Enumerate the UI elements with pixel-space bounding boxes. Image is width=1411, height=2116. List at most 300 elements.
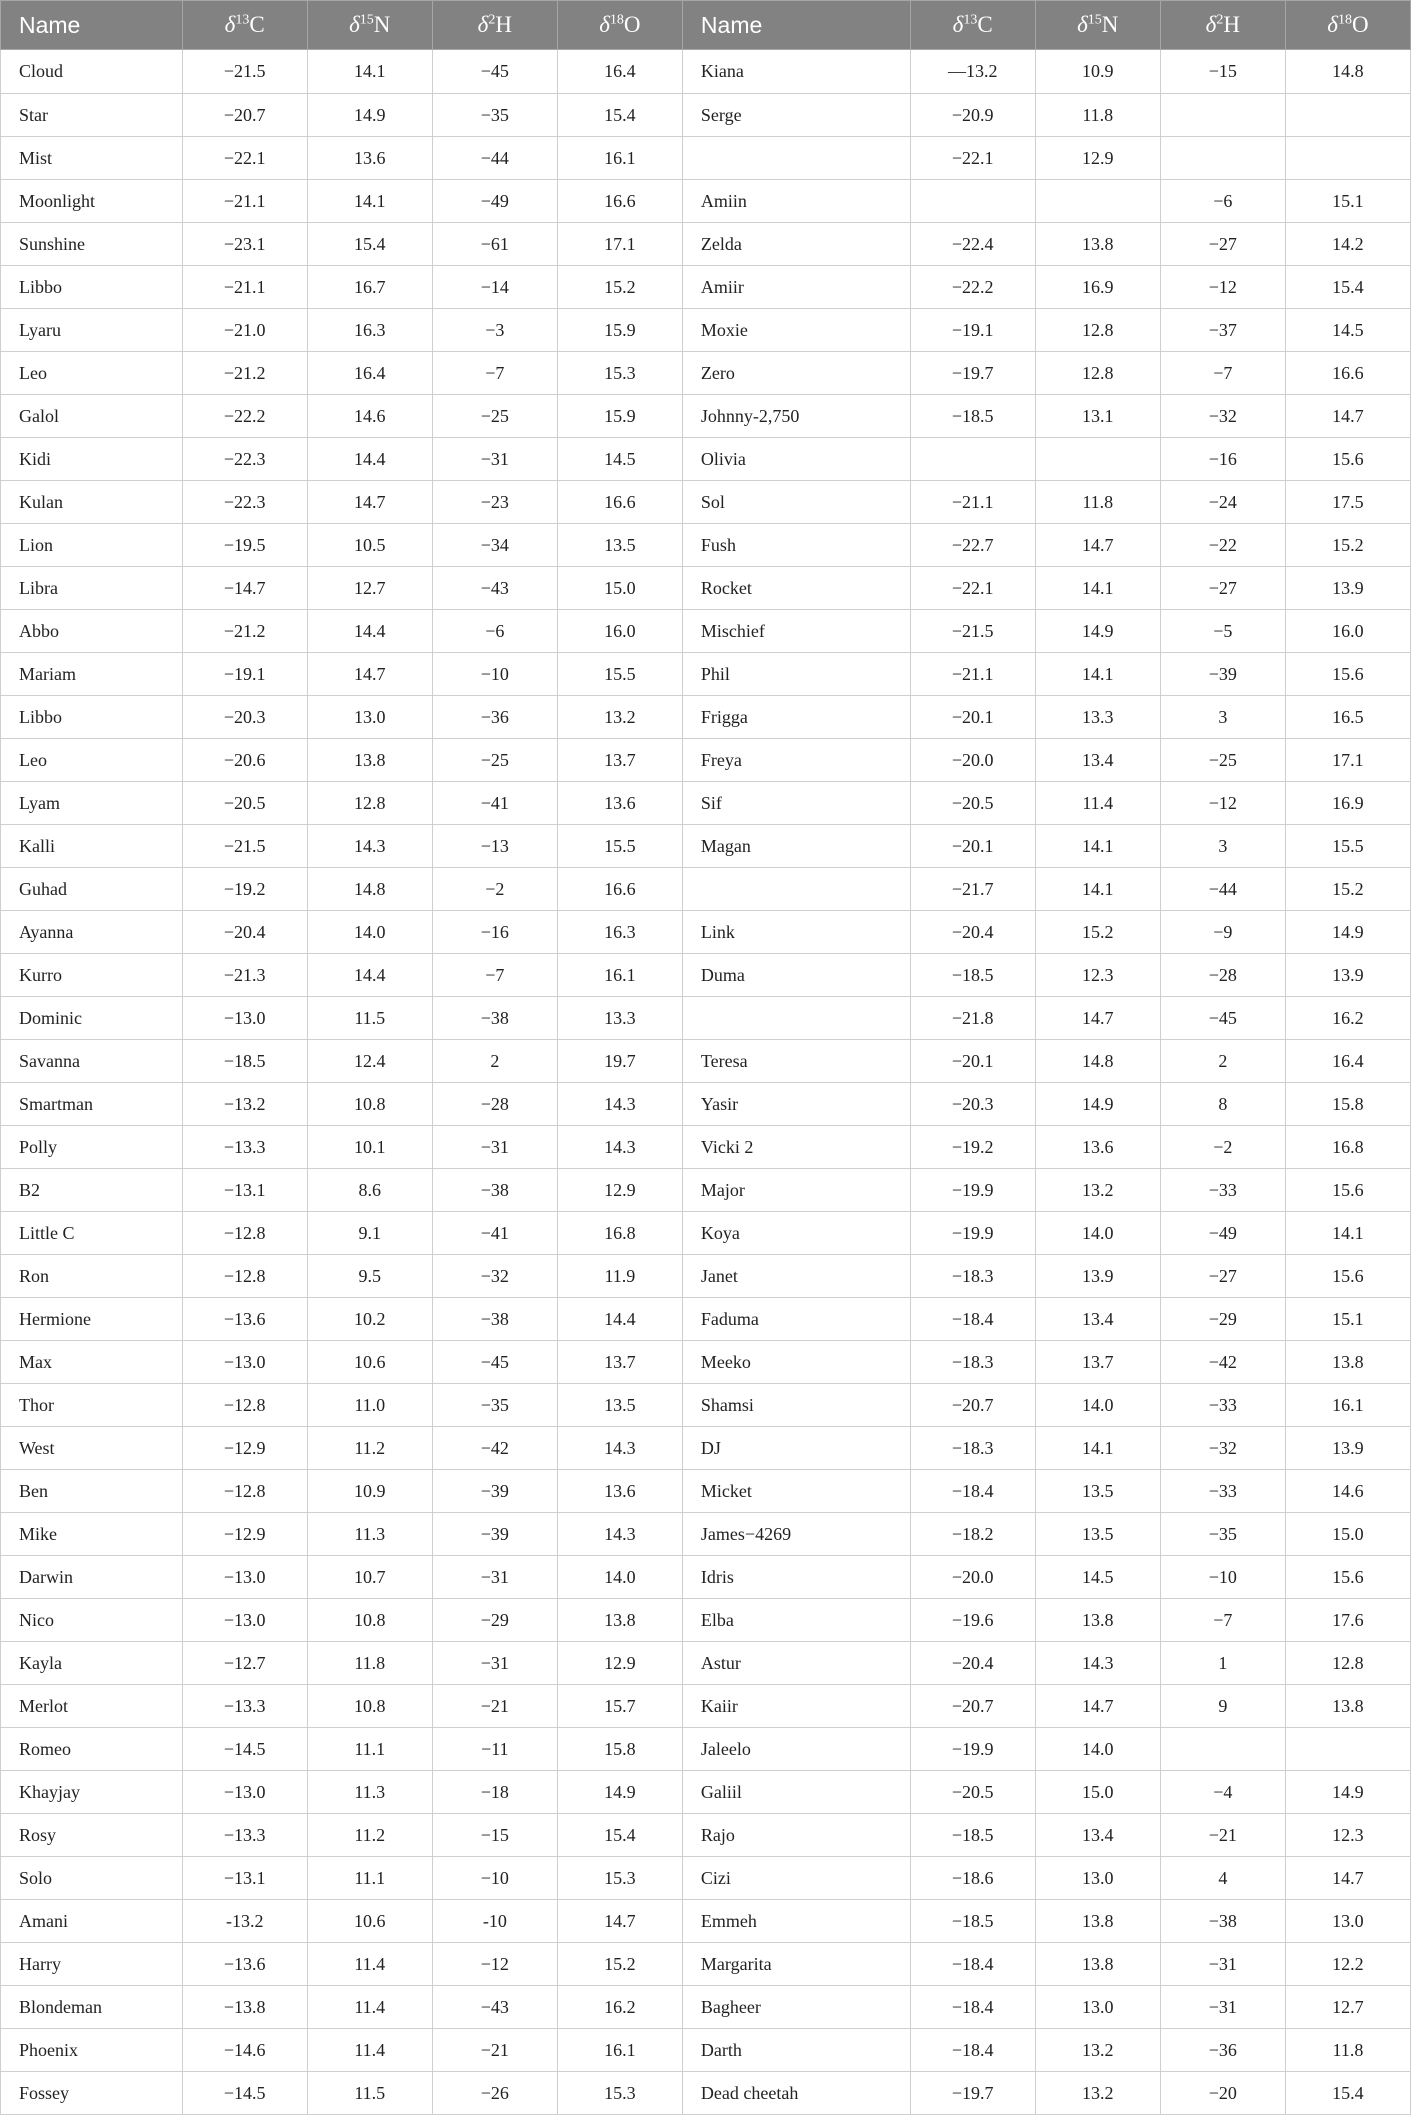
sample-name-cell: Sol xyxy=(682,481,910,524)
value-cell: −13.6 xyxy=(182,1298,307,1341)
value-cell: 13.0 xyxy=(1285,1900,1410,1943)
sample-name-cell: Amiin xyxy=(682,180,910,223)
value-cell: −13.1 xyxy=(182,1169,307,1212)
value-cell: 16.0 xyxy=(557,610,682,653)
table-row xyxy=(1,352,1411,395)
value-cell: −18.3 xyxy=(910,1341,1035,1384)
value-cell: 13.6 xyxy=(307,137,432,180)
column-header-c13: $\delta^{13}C$ xyxy=(910,1,1035,50)
table-row xyxy=(1,1857,1411,1900)
value-cell: −31 xyxy=(432,1556,557,1599)
value-cell xyxy=(910,180,1035,223)
value-cell: −20.1 xyxy=(910,696,1035,739)
value-cell: 14.7 xyxy=(307,481,432,524)
value-cell: −19.6 xyxy=(910,1599,1035,1642)
sample-name-cell: Kayla xyxy=(1,1642,183,1685)
value-cell: 14.0 xyxy=(1035,1384,1160,1427)
sample-name-cell: Micket xyxy=(682,1470,910,1513)
value-cell: −23 xyxy=(432,481,557,524)
sample-name-cell: Galiil xyxy=(682,1771,910,1814)
value-cell: −25 xyxy=(432,739,557,782)
table-row xyxy=(1,868,1411,911)
value-cell: 19.7 xyxy=(557,1040,682,1083)
sample-name-cell: Rosy xyxy=(1,1814,183,1857)
sample-name-cell: Fossey xyxy=(1,2072,183,2115)
table-row xyxy=(1,1341,1411,1384)
sample-name-cell: Nico xyxy=(1,1599,183,1642)
column-header-h2: $\delta^2H$ xyxy=(1160,1,1285,50)
value-cell: 12.3 xyxy=(1035,954,1160,997)
value-cell: −20.5 xyxy=(910,1771,1035,1814)
header-row xyxy=(1,1,1411,50)
value-cell: 14.4 xyxy=(307,954,432,997)
value-cell: −7 xyxy=(432,352,557,395)
value-cell: −18.5 xyxy=(910,954,1035,997)
value-cell: 13.9 xyxy=(1035,1255,1160,1298)
sample-name-cell: Phil xyxy=(682,653,910,696)
value-cell: 14.4 xyxy=(307,438,432,481)
table-row xyxy=(1,1513,1411,1556)
value-cell: −20.1 xyxy=(910,1040,1035,1083)
value-cell: −12 xyxy=(432,1943,557,1986)
value-cell: 16.6 xyxy=(557,481,682,524)
value-cell: 14.7 xyxy=(1285,1857,1410,1900)
value-cell: 16.4 xyxy=(307,352,432,395)
sample-name-cell: Mike xyxy=(1,1513,183,1556)
value-cell: −13.3 xyxy=(182,1126,307,1169)
value-cell: 14.1 xyxy=(1035,825,1160,868)
table-row xyxy=(1,1384,1411,1427)
value-cell: −13.1 xyxy=(182,1857,307,1900)
value-cell: −45 xyxy=(1160,997,1285,1040)
sample-name-cell: Serge xyxy=(682,94,910,137)
value-cell: 15.4 xyxy=(307,223,432,266)
column-header-o18: $\delta^{18}O$ xyxy=(1285,1,1410,50)
value-cell: 14.8 xyxy=(307,868,432,911)
value-cell: −15 xyxy=(1160,50,1285,94)
value-cell: 9 xyxy=(1160,1685,1285,1728)
value-cell: −27 xyxy=(1160,1255,1285,1298)
table-row xyxy=(1,1814,1411,1857)
value-cell: 14.3 xyxy=(557,1427,682,1470)
value-cell: −19.7 xyxy=(910,2072,1035,2115)
table-row xyxy=(1,1599,1411,1642)
value-cell xyxy=(1035,438,1160,481)
value-cell: −12.9 xyxy=(182,1513,307,1556)
value-cell: −2 xyxy=(1160,1126,1285,1169)
value-cell: −7 xyxy=(432,954,557,997)
value-cell: −10 xyxy=(1160,1556,1285,1599)
value-cell: 16.6 xyxy=(1285,352,1410,395)
sample-name-cell: Dead cheetah xyxy=(682,2072,910,2115)
column-header-n15: $\delta^{15}N$ xyxy=(307,1,432,50)
value-cell: 15.5 xyxy=(557,825,682,868)
table-row xyxy=(1,1642,1411,1685)
table-row xyxy=(1,1255,1411,1298)
value-cell: 3 xyxy=(1160,696,1285,739)
value-cell: 14.7 xyxy=(1035,997,1160,1040)
value-cell: −44 xyxy=(1160,868,1285,911)
table-row xyxy=(1,739,1411,782)
value-cell: -13.2 xyxy=(182,1900,307,1943)
value-cell: −14.5 xyxy=(182,1728,307,1771)
value-cell: −18 xyxy=(432,1771,557,1814)
value-cell: −20.4 xyxy=(910,911,1035,954)
value-cell: 15.6 xyxy=(1285,1255,1410,1298)
value-cell: 4 xyxy=(1160,1857,1285,1900)
value-cell: −33 xyxy=(1160,1470,1285,1513)
table-row xyxy=(1,1771,1411,1814)
value-cell: −43 xyxy=(432,567,557,610)
value-cell: −12 xyxy=(1160,266,1285,309)
value-cell: 8 xyxy=(1160,1083,1285,1126)
value-cell: 14.8 xyxy=(1285,50,1410,94)
value-cell: −22.1 xyxy=(910,137,1035,180)
value-cell: −21.5 xyxy=(182,825,307,868)
table-row xyxy=(1,1728,1411,1771)
value-cell: 16.2 xyxy=(1285,997,1410,1040)
sample-name-cell: Harry xyxy=(1,1943,183,1986)
value-cell: 13.8 xyxy=(307,739,432,782)
value-cell: −21.2 xyxy=(182,352,307,395)
value-cell xyxy=(1160,137,1285,180)
value-cell: −24 xyxy=(1160,481,1285,524)
value-cell: −18.5 xyxy=(910,1900,1035,1943)
table-row xyxy=(1,825,1411,868)
value-cell: −31 xyxy=(432,1126,557,1169)
value-cell: 13.3 xyxy=(557,997,682,1040)
value-cell: 16.4 xyxy=(557,50,682,94)
sample-name-cell: Smartman xyxy=(1,1083,183,1126)
value-cell: −4 xyxy=(1160,1771,1285,1814)
value-cell: −29 xyxy=(1160,1298,1285,1341)
value-cell: 10.9 xyxy=(307,1470,432,1513)
value-cell: −19.9 xyxy=(910,1169,1035,1212)
value-cell: −23.1 xyxy=(182,223,307,266)
sample-name-cell: Rocket xyxy=(682,567,910,610)
value-cell: 17.1 xyxy=(1285,739,1410,782)
table-row xyxy=(1,1986,1411,2029)
sample-name-cell xyxy=(682,868,910,911)
value-cell: 11.8 xyxy=(307,1642,432,1685)
value-cell: 16.1 xyxy=(557,954,682,997)
value-cell: 15.6 xyxy=(1285,1169,1410,1212)
value-cell: 14.0 xyxy=(1035,1212,1160,1255)
sample-name-cell: Leo xyxy=(1,352,183,395)
value-cell: 11.1 xyxy=(307,1728,432,1771)
value-cell: 14.5 xyxy=(557,438,682,481)
value-cell: −36 xyxy=(1160,2029,1285,2072)
value-cell: 13.9 xyxy=(1285,567,1410,610)
value-cell: 12.4 xyxy=(307,1040,432,1083)
value-cell: 13.7 xyxy=(557,739,682,782)
value-cell: 10.9 xyxy=(1035,50,1160,94)
value-cell: −31 xyxy=(1160,1986,1285,2029)
value-cell: 14.7 xyxy=(1035,524,1160,567)
value-cell: 13.1 xyxy=(1035,395,1160,438)
sample-name-cell: Dominic xyxy=(1,997,183,1040)
value-cell: −13 xyxy=(432,825,557,868)
value-cell: −32 xyxy=(1160,395,1285,438)
sample-name-cell: Thor xyxy=(1,1384,183,1427)
value-cell: 14.9 xyxy=(557,1771,682,1814)
value-cell: −42 xyxy=(1160,1341,1285,1384)
value-cell: 15.4 xyxy=(1285,266,1410,309)
value-cell: −18.4 xyxy=(910,1986,1035,2029)
value-cell: −18.4 xyxy=(910,1943,1035,1986)
value-cell: −19.7 xyxy=(910,352,1035,395)
value-cell: 12.9 xyxy=(557,1642,682,1685)
value-cell: 15.1 xyxy=(1285,180,1410,223)
value-cell: 2 xyxy=(432,1040,557,1083)
sample-name-cell: Koya xyxy=(682,1212,910,1255)
value-cell: 14.0 xyxy=(557,1556,682,1599)
value-cell: −20 xyxy=(1160,2072,1285,2115)
sample-name-cell: Zero xyxy=(682,352,910,395)
value-cell: 12.8 xyxy=(1035,309,1160,352)
value-cell xyxy=(1035,180,1160,223)
value-cell: −12.8 xyxy=(182,1470,307,1513)
value-cell: 11.3 xyxy=(307,1771,432,1814)
table-row xyxy=(1,997,1411,1040)
value-cell: −14.5 xyxy=(182,2072,307,2115)
value-cell: 15.2 xyxy=(557,1943,682,1986)
sample-name-cell: Frigga xyxy=(682,696,910,739)
table-row xyxy=(1,1900,1411,1943)
value-cell: −18.2 xyxy=(910,1513,1035,1556)
table-row xyxy=(1,2072,1411,2115)
value-cell: 14.1 xyxy=(307,180,432,223)
value-cell: −12.7 xyxy=(182,1642,307,1685)
value-cell: 11.8 xyxy=(1035,481,1160,524)
value-cell xyxy=(910,438,1035,481)
sample-name-cell: Cloud xyxy=(1,50,183,94)
sample-name-cell: Blondeman xyxy=(1,1986,183,2029)
value-cell: −12.8 xyxy=(182,1384,307,1427)
value-cell: 9.1 xyxy=(307,1212,432,1255)
value-cell: 13.2 xyxy=(557,696,682,739)
value-cell: −12 xyxy=(1160,782,1285,825)
table-row xyxy=(1,524,1411,567)
sample-name-cell: Idris xyxy=(682,1556,910,1599)
sample-name-cell: Margarita xyxy=(682,1943,910,1986)
sample-name-cell: Sif xyxy=(682,782,910,825)
sample-name-cell: Ron xyxy=(1,1255,183,1298)
value-cell: −21.2 xyxy=(182,610,307,653)
value-cell: −20.5 xyxy=(182,782,307,825)
sample-name-cell: Mist xyxy=(1,137,183,180)
sample-name-cell: Lyam xyxy=(1,782,183,825)
value-cell: −32 xyxy=(432,1255,557,1298)
value-cell: −19.9 xyxy=(910,1212,1035,1255)
value-cell: −20.4 xyxy=(910,1642,1035,1685)
value-cell: −39 xyxy=(432,1470,557,1513)
value-cell: −21 xyxy=(432,2029,557,2072)
sample-name-cell: Rajo xyxy=(682,1814,910,1857)
sample-name-cell: Lyaru xyxy=(1,309,183,352)
value-cell: 15.3 xyxy=(557,1857,682,1900)
value-cell: 14.3 xyxy=(557,1083,682,1126)
value-cell: −13.3 xyxy=(182,1685,307,1728)
value-cell: −38 xyxy=(432,1169,557,1212)
value-cell: 14.0 xyxy=(307,911,432,954)
value-cell: 16.3 xyxy=(557,911,682,954)
value-cell: 15.6 xyxy=(1285,653,1410,696)
value-cell: 11.3 xyxy=(307,1513,432,1556)
sample-name-cell: Guhad xyxy=(1,868,183,911)
value-cell: −14 xyxy=(432,266,557,309)
value-cell: 13.4 xyxy=(1035,1814,1160,1857)
value-cell: 16.0 xyxy=(1285,610,1410,653)
value-cell: 10.8 xyxy=(307,1685,432,1728)
sample-name-cell: Libbo xyxy=(1,266,183,309)
value-cell: 16.5 xyxy=(1285,696,1410,739)
value-cell: 11.4 xyxy=(1035,782,1160,825)
value-cell xyxy=(1285,137,1410,180)
value-cell: 11.9 xyxy=(557,1255,682,1298)
value-cell: 2 xyxy=(1160,1040,1285,1083)
value-cell: 11.8 xyxy=(1285,2029,1410,2072)
value-cell: −35 xyxy=(432,1384,557,1427)
value-cell: 10.8 xyxy=(307,1083,432,1126)
sample-name-cell: Astur xyxy=(682,1642,910,1685)
value-cell: 11.4 xyxy=(307,2029,432,2072)
value-cell: −22.1 xyxy=(910,567,1035,610)
table-row xyxy=(1,1298,1411,1341)
value-cell: −18.5 xyxy=(182,1040,307,1083)
value-cell: −21.3 xyxy=(182,954,307,997)
value-cell: −18.6 xyxy=(910,1857,1035,1900)
sample-name-cell: Max xyxy=(1,1341,183,1384)
value-cell: 15.7 xyxy=(557,1685,682,1728)
sample-name-cell: Ayanna xyxy=(1,911,183,954)
value-cell xyxy=(1160,1728,1285,1771)
sample-name-cell: Fush xyxy=(682,524,910,567)
value-cell: −11 xyxy=(432,1728,557,1771)
value-cell: 16.1 xyxy=(557,137,682,180)
value-cell: 14.7 xyxy=(1035,1685,1160,1728)
value-cell: −6 xyxy=(1160,180,1285,223)
sample-name-cell: West xyxy=(1,1427,183,1470)
value-cell: −21.1 xyxy=(182,266,307,309)
value-cell: 3 xyxy=(1160,825,1285,868)
sample-name-cell: Amani xyxy=(1,1900,183,1943)
value-cell: 11.4 xyxy=(307,1986,432,2029)
value-cell: 11.4 xyxy=(307,1943,432,1986)
value-cell: 11.2 xyxy=(307,1427,432,1470)
value-cell: −20.1 xyxy=(910,825,1035,868)
value-cell: −19.1 xyxy=(910,309,1035,352)
value-cell: 14.3 xyxy=(1035,1642,1160,1685)
value-cell: 16.8 xyxy=(557,1212,682,1255)
value-cell: 12.9 xyxy=(1035,137,1160,180)
sample-name-cell: Sunshine xyxy=(1,223,183,266)
value-cell: 13.6 xyxy=(1035,1126,1160,1169)
value-cell: 13.8 xyxy=(1035,1599,1160,1642)
sample-name-cell: James−4269 xyxy=(682,1513,910,1556)
value-cell: 16.7 xyxy=(307,266,432,309)
value-cell: 15.1 xyxy=(1285,1298,1410,1341)
value-cell: 12.3 xyxy=(1285,1814,1410,1857)
value-cell: −13.6 xyxy=(182,1943,307,1986)
value-cell: 14.4 xyxy=(557,1298,682,1341)
value-cell: 13.4 xyxy=(1035,739,1160,782)
sample-name-cell: Polly xyxy=(1,1126,183,1169)
value-cell: −25 xyxy=(432,395,557,438)
table-row xyxy=(1,567,1411,610)
value-cell: 15.2 xyxy=(557,266,682,309)
value-cell: 11.2 xyxy=(307,1814,432,1857)
value-cell: −34 xyxy=(432,524,557,567)
table-row xyxy=(1,223,1411,266)
value-cell: −21 xyxy=(432,1685,557,1728)
sample-name-cell: Moxie xyxy=(682,309,910,352)
value-cell: 10.7 xyxy=(307,1556,432,1599)
sample-name-cell: Olivia xyxy=(682,438,910,481)
value-cell: 13.2 xyxy=(1035,2029,1160,2072)
table-row xyxy=(1,481,1411,524)
sample-name-cell: Zelda xyxy=(682,223,910,266)
sample-name-cell: Mischief xyxy=(682,610,910,653)
value-cell: 17.6 xyxy=(1285,1599,1410,1642)
value-cell: −21 xyxy=(1160,1814,1285,1857)
value-cell: 13.9 xyxy=(1285,954,1410,997)
table-row xyxy=(1,696,1411,739)
sample-name-cell: Moonlight xyxy=(1,180,183,223)
value-cell: −36 xyxy=(432,696,557,739)
value-cell: −28 xyxy=(1160,954,1285,997)
sample-name-cell: Elba xyxy=(682,1599,910,1642)
value-cell: −38 xyxy=(432,1298,557,1341)
sample-name-cell xyxy=(682,997,910,1040)
value-cell: −35 xyxy=(432,94,557,137)
value-cell: 15.3 xyxy=(557,352,682,395)
value-cell: 16.9 xyxy=(1035,266,1160,309)
value-cell: −22.1 xyxy=(182,137,307,180)
value-cell: −10 xyxy=(432,1857,557,1900)
value-cell: −31 xyxy=(432,1642,557,1685)
value-cell: 14.5 xyxy=(1285,309,1410,352)
sample-name-cell: Merlot xyxy=(1,1685,183,1728)
value-cell: 12.9 xyxy=(557,1169,682,1212)
value-cell: 14.0 xyxy=(1035,1728,1160,1771)
sample-name-cell: Ben xyxy=(1,1470,183,1513)
table-row xyxy=(1,1470,1411,1513)
table-row xyxy=(1,1040,1411,1083)
column-header-name: Name xyxy=(1,1,183,50)
value-cell: 15.4 xyxy=(1285,2072,1410,2115)
value-cell: −7 xyxy=(1160,352,1285,395)
table-row xyxy=(1,94,1411,137)
table-row xyxy=(1,2029,1411,2072)
value-cell: −19.2 xyxy=(182,868,307,911)
value-cell: −18.5 xyxy=(910,1814,1035,1857)
column-header-n15: $\delta^{15}N$ xyxy=(1035,1,1160,50)
sample-name-cell: Kiana xyxy=(682,50,910,94)
table-row xyxy=(1,782,1411,825)
value-cell: 14.1 xyxy=(307,50,432,94)
value-cell: 13.2 xyxy=(1035,2072,1160,2115)
value-cell: 12.8 xyxy=(307,782,432,825)
value-cell: 12.7 xyxy=(307,567,432,610)
value-cell: 13.3 xyxy=(1035,696,1160,739)
value-cell: 13.0 xyxy=(307,696,432,739)
value-cell: −22.7 xyxy=(910,524,1035,567)
value-cell: −44 xyxy=(432,137,557,180)
table-row xyxy=(1,610,1411,653)
value-cell: −9 xyxy=(1160,911,1285,954)
sample-name-cell: Jaleelo xyxy=(682,1728,910,1771)
